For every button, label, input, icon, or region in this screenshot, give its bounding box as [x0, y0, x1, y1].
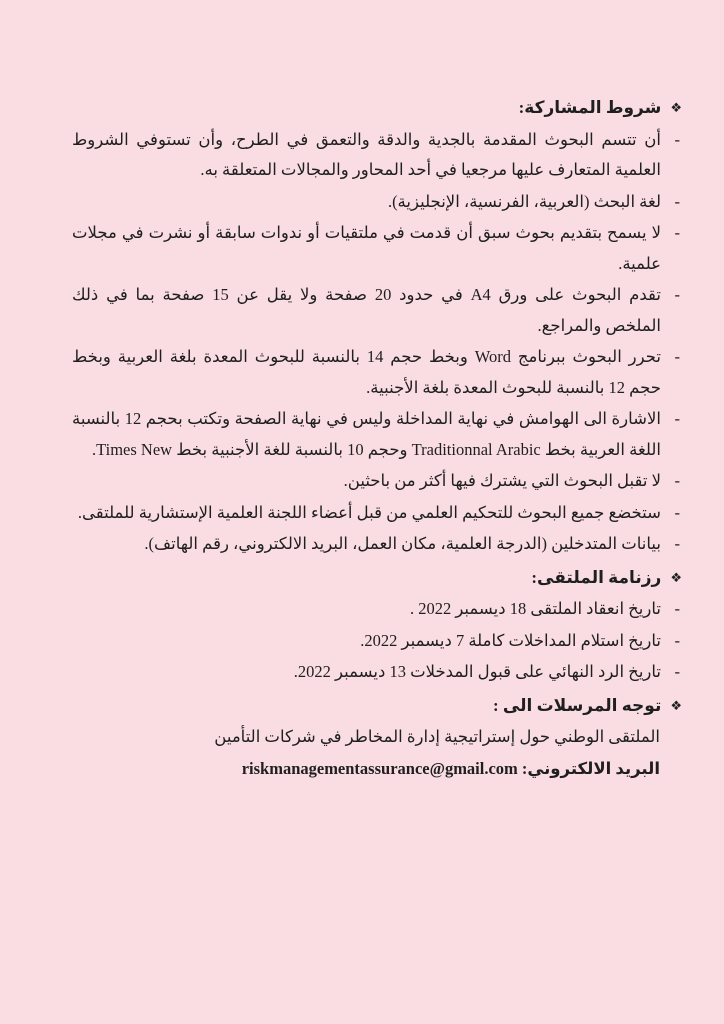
dash-marker: - [674, 662, 680, 681]
dash-marker: - [674, 223, 680, 242]
list-item-text: أن تتسم البحوث المقدمة بالجدية والدقة والتعمق في الطرح، وأن تستوفي الشروط العلمية المتعارف عليها مرجعيا في أحد المحاور والمجالات المتعلقة به. [72, 129, 661, 179]
section-title [72, 563, 682, 594]
section-title-text: توجه المرسلات الى : [493, 695, 662, 715]
section-schedule [72, 563, 682, 688]
list-item [72, 657, 682, 688]
dash-marker: - [674, 502, 680, 522]
list-item [72, 626, 682, 657]
list-item [72, 280, 682, 341]
list-item-text: بيانات المتدخلين (الدرجة العلمية، مكان العمل، البريد الالكتروني، رقم الهاتف). [144, 534, 661, 553]
dash-marker: - [674, 129, 680, 149]
list-item-text: ستخضع جميع البحوث للتحكيم العلمي من قبل أعضاء اللجنة العلمية الإستشارية للملتقى. [77, 502, 661, 522]
list-item [72, 125, 682, 186]
list-item-text: تاريخ انعقاد الملتقى 18 ديسمبر 2022 . [409, 599, 661, 618]
diamond-bullet-icon: ❖ [670, 100, 682, 115]
list-item [72, 498, 682, 529]
diamond-bullet-icon: ❖ [670, 697, 682, 713]
list-item [72, 187, 682, 218]
list-item-text: تقدم البحوث على ورق A4 في حدود 20 صفحة ولا يقل عن 15 صفحة بما في ذلك الملخص والمراجع. [72, 285, 661, 335]
dash-marker: - [674, 285, 680, 304]
list-item [72, 218, 682, 279]
dash-marker: - [674, 409, 680, 428]
email-label: البريد الالكتروني: [521, 758, 660, 778]
section-participation-terms [72, 93, 682, 560]
list-item-text: لغة البحث (العربية، الفرنسية، الإنجليزية). [387, 191, 661, 211]
list-item-text: تاريخ استلام المداخلات كاملة 7 ديسمبر 2022. [360, 630, 661, 650]
list-item-text: لا يسمح بتقديم بحوث سبق أن قدمت في ملتقيات أو ندوات سابقة أو نشرت في مجلات علمية. [72, 223, 662, 273]
list-item [72, 594, 682, 625]
list-item-text: تاريخ الرد النهائي على قبول المدخلات 13 ديسمبر 2022. [293, 662, 661, 681]
event-name-line: الملتقى الوطني حول إستراتيجية إدارة المخاطر في شركات التأمين [214, 727, 660, 746]
section-correspondence [72, 691, 682, 785]
list-item-text: الاشارة الى الهوامش في نهاية المداخلة وليس في نهاية الصفحة وتكتب بحجم 12 بالنسبة اللغة العربية بخط Traditionnal Arabic وحجم 10 بالنسبة للغة الأجنبية بخط Times New. [72, 409, 661, 459]
email-line [72, 754, 660, 785]
list-item [72, 404, 682, 465]
dash-marker: - [674, 630, 680, 650]
diamond-bullet-icon: ❖ [670, 569, 682, 585]
list-item [72, 466, 682, 497]
list-item [72, 529, 682, 560]
email-address: riskmanagementassurance@gmail.com [241, 758, 518, 778]
dash-marker: - [674, 534, 680, 553]
section-title [72, 93, 682, 124]
list-item-text: لا تقبل البحوث التي يشترك فيها أكثر من باحثين. [343, 471, 661, 490]
dash-marker: - [674, 471, 680, 490]
list-item-text: تحرر البحوث ببرنامج Word وبخط حجم 14 بالنسبة للبحوث المعدة بلغة العربية وبخط حجم 12 بالنسبة للبحوث المعدة بلغة الأجنبية. [72, 347, 661, 397]
section-title-text: شروط المشاركة: [518, 98, 662, 117]
list-item [72, 342, 682, 403]
dash-marker: - [674, 599, 680, 618]
dash-marker: - [674, 191, 680, 211]
section-title-text: رزنامة الملتقى: [531, 567, 662, 587]
dash-marker: - [674, 347, 680, 366]
section-title [72, 691, 682, 722]
